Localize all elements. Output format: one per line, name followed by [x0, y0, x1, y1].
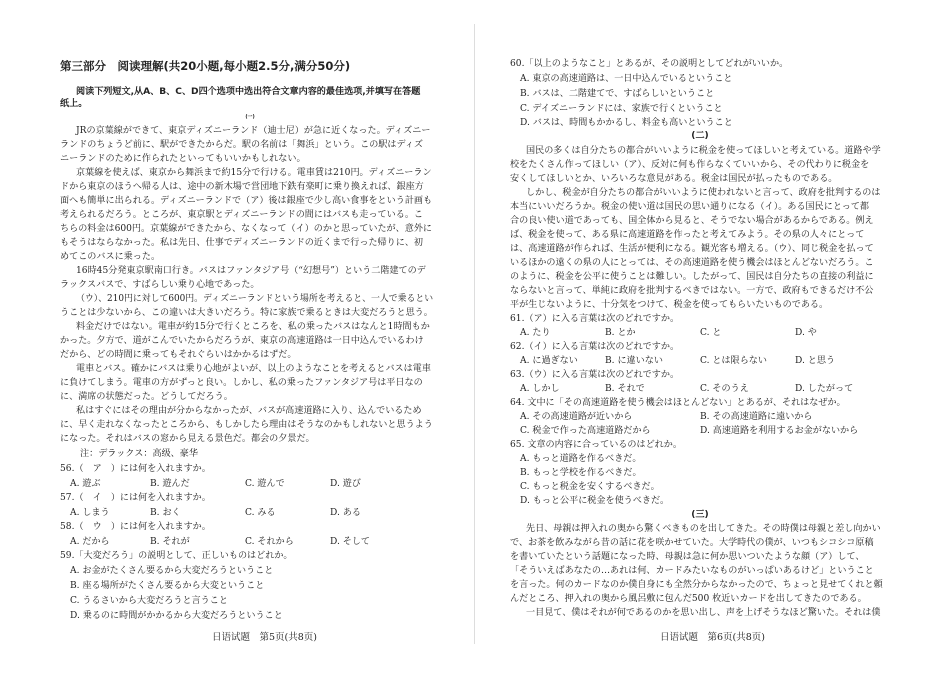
passage-line: 私はすぐにはその理由が分からなかったが、バスが高速道路に入り、込んでいるため — [76, 406, 422, 416]
answer-option[interactable]: C. もっと税金を安くするべきだ。 — [520, 482, 660, 492]
answer-option[interactable]: C. それから — [245, 537, 294, 547]
passage-line: のように、税金を公平に使うことは難しい。したがって、国民は自分たちの直接の利益に — [510, 272, 874, 282]
passage-line: んだところ、押入れの奥から風呂敷に包んだ500 枚近いカードを出してきたのである。 — [510, 594, 867, 604]
passage-line: を言った。何のカードなのか僕自身にも全然分からなかったので、ちょっと見せてくれと頼 — [510, 580, 883, 590]
passage-line: 先日、母親は押入れの奥から驚くべきものを出してきた。その時僕は母親と差し向かい — [526, 524, 881, 534]
page-footer: 日语试题 第6页(共8页) — [660, 632, 766, 643]
passage-line: に負けてしまう。電車の方がずっと良い。しかし、私の乗ったファンタジア号は平日なの — [60, 378, 423, 388]
passage-line: 考えられるだろう。ところが、東京駅とディズニーランドの間にはバスも走っている。こ — [60, 210, 424, 220]
answer-option[interactable]: D. したがって — [795, 384, 854, 394]
answer-option[interactable]: B. とか — [605, 328, 636, 338]
passage-line: （ウ）、210円に対して600円。ディズニーランドという場所を考えると、一人で乗るとい — [76, 294, 434, 304]
right-page — [475, 0, 950, 673]
question-stem: 64. 文中に「その高速道路を使う機会はほとんどない」とあるが、それはなぜか。 — [510, 398, 846, 408]
answer-option[interactable]: D. や — [795, 328, 817, 338]
passage-line: を書いていたという話題になった時、母親は急に何か思いついたような顔（ア）して、 — [510, 552, 865, 562]
passage-note: 注：デラックス：高级、豪华 — [80, 449, 198, 459]
passage-line: は、高速道路が作られば、生活が便利になる。観光客も増える。（ウ）、同じ税金を払って — [510, 244, 874, 254]
passage-line: もそうはならなかった。私は先日、仕事でディズニーランドの近くまで行った帰りに、初 — [60, 238, 424, 248]
passage-line: に、満席の状態だった。どうしてだろう。 — [60, 392, 233, 402]
passage-line: ラックスバスで、すばらしい乗り心地であった。 — [60, 280, 260, 290]
answer-option[interactable]: A. その高速道路が近いから — [520, 412, 633, 422]
passage-line: ば、税金を使って、ある県に高速道路を作ったと考えてみよう。その県の人々にとって — [510, 230, 865, 240]
answer-option[interactable]: A. お金がたくさん要るから大変だろうということ — [70, 566, 274, 576]
answer-option[interactable]: C. 遊んで — [245, 479, 285, 489]
passage-line: 一目見て、僕はそれが何であるのかを思い出し、声を上げそうなほど驚いた。それは僕 — [526, 608, 881, 618]
answer-option[interactable]: A. に過ぎない — [520, 356, 578, 366]
answer-option[interactable]: D. と思う — [795, 356, 836, 366]
answer-option[interactable]: B. それが — [150, 537, 190, 547]
passage-line: いるほかの遠くの県の人にとっては、その高速道路を使う機会はほとんどないだろう。こ — [510, 258, 874, 268]
question-stem: 65. 文章の内容に合っているのはどれか。 — [510, 440, 682, 450]
passage-line: 平が生じないように、十分気をつけて、税金を使ってもらいたいものである。 — [510, 300, 829, 310]
question-stem: 59.「大変だろう」の説明として、正しいものはどれか。 — [60, 551, 293, 561]
passage-line: に、早く走れなくなったところから、もしかしたら理由はそうなのかもしれないと思うよう — [60, 420, 433, 430]
answer-option[interactable]: B. に違いない — [605, 356, 663, 366]
question-stem: 56.（ ア ）には何を入れますか。 — [60, 464, 211, 474]
passage-line: 校をたくさん作ってほしい（ア）、反対に何も作らなくていいから、その代わりに税金を — [510, 160, 870, 170]
answer-option[interactable]: C. とは限らない — [700, 356, 767, 366]
passage-line: 「そういえばあなたの…あれは何、カードみたいなものがいっぱいあるけど」ということ — [510, 566, 874, 576]
instruction-line: 阅读下列短文,从A、B、C、D四个选项中选出符合文章内容的最佳选项,并填写在答题 — [76, 87, 421, 97]
passage-line: になった。それはバスの窓から見える景色だ。都会の夕景だ。 — [60, 434, 315, 444]
answer-option[interactable]: A. しかし — [520, 384, 560, 394]
answer-option[interactable]: C. デイズニーランドには、家族で行くということ — [520, 104, 723, 114]
answer-option[interactable]: A. 遊ぶ — [70, 479, 101, 489]
passage-line: 料金だけではない。電車が約15分で行くところを、私の乗ったバスはなんと1時間もか — [76, 322, 430, 332]
passage-line: 合の良い使い道であっても、国全体から見ると、そうでない場合があるからである。例え — [510, 216, 874, 226]
answer-option[interactable]: D. もっと公平に税金を使うべきだ。 — [520, 496, 670, 506]
answer-option[interactable]: C. 税金で作った高速道路だから — [520, 426, 651, 436]
answer-option[interactable]: D. ある — [330, 508, 361, 518]
passage-line: だから、どの時間に乗ってもそれぐらいはかかるはずだ。 — [60, 350, 297, 360]
passage-line: ニーランドのために作られたといってもいいかもしれない。 — [60, 154, 306, 164]
answer-option[interactable]: A. もっと道路を作るべきだ。 — [520, 454, 642, 464]
answer-option[interactable]: B. それで — [605, 384, 645, 394]
passage-line: ドから東京のほうへ帰る人は、途中の新木場で営団地下鉄有楽町に乗り換えれば、銀座方 — [60, 182, 424, 192]
answer-option[interactable]: D. バスは、時間もかかるし、料金も高いということ — [520, 118, 733, 128]
passage-line: 安くしてほしいとか、いろいろな意見がある。税金は国民が払ったものである。 — [510, 174, 838, 184]
answer-option[interactable]: D. そして — [330, 537, 371, 547]
passage-line: 電車とバス。確かにバスは乗り心地がよいが、以上のようなことを考えるとバスは電車 — [76, 364, 431, 374]
answer-option[interactable]: B. 座る場所がたくさん要るから大変ということ — [70, 581, 265, 591]
passage-line: かった。夕方で、道がこんでいたからだろうが、東京の高速道路は一日中込んでいるわけ — [60, 336, 424, 346]
passage-line: 京葉線を使えば、東京から舞浜まで約15分で行ける。電車賃は210円。ディズニーラン — [76, 168, 432, 178]
answer-option[interactable]: A. だから — [70, 537, 110, 547]
answer-option[interactable]: B. 遊んだ — [150, 479, 190, 489]
passage-line: しかし、税金が自分たちの都合がいいように使われないと言って、政府を批判するのは — [526, 188, 881, 198]
question-stem: 61.（ア）に入る言葉は次のどれですか。 — [510, 314, 680, 324]
passage-line: で、お茶を飲みながら昔の話に花を咲かせていた。大学時代の僕が、いつもシコシコ原稿 — [510, 538, 874, 548]
answer-option[interactable]: A. しまう — [70, 508, 110, 518]
answer-option[interactable]: C. そのうえ — [700, 384, 749, 394]
passage-line: めてこのバスに乗った。 — [60, 252, 161, 262]
passage-line: ちらの料金は600円。京葉線ができたから、なくなって（イ）のかと思っていたが、意外に — [60, 224, 433, 234]
answer-option[interactable]: B. バスは、二階建てで、すばらしいということ — [520, 89, 715, 99]
question-stem: 58.（ ウ ）には何を入れますか。 — [60, 522, 211, 532]
passage-line: 16時45分発東京駅南口行き。バスはファンタジア号（“幻想号”）という二階建てのデ — [76, 266, 426, 276]
answer-option[interactable]: A. たり — [520, 328, 551, 338]
passage-line: 面へも簡単に出られる。ディズニーランドで（ア）後は銀座で少し高い食事をという計画も — [60, 196, 433, 206]
passage-line: ならないと言って、単純に政府を批判するべきではない。一方で、政府もできるだけ不公 — [510, 286, 874, 296]
question-stem: 60.「以上のようなこと」とあるが、その説明としてどれがいいか。 — [510, 59, 789, 69]
page-footer: 日语试题 第5页(共8页) — [212, 632, 318, 643]
answer-option[interactable]: B. おく — [150, 508, 181, 518]
passage-title: (二) — [691, 131, 709, 141]
answer-option[interactable]: D. 高速道路を利用するお金がないから — [700, 426, 859, 436]
section-heading: 第三部分 阅读理解(共20小题,每小题2.5分,满分50分) — [60, 59, 351, 73]
question-stem: 63.（ウ）に入る言葉は次のどれですか。 — [510, 370, 680, 380]
passage-line: うことは少ないから、この違いは大きいだろう。特に家族で乗るときは大変だろうと思う。 — [60, 308, 433, 318]
passage-line: ランドのちょうど前に、駅ができたからだ。駅の名前は「舞浜」という。この駅はディズ — [60, 140, 424, 150]
answer-option[interactable]: D. 乗るのに時間がかかるから大変だろうということ — [70, 611, 283, 621]
answer-option[interactable]: C. と — [700, 328, 722, 338]
answer-option[interactable]: D. 遊び — [330, 479, 361, 489]
question-stem: 62.（イ）に入る言葉は次のどれですか。 — [510, 342, 680, 352]
passage-line: 本当にいいだろうか。税金の使い道は国民の思い通りになる（イ）。ある国民にとって都 — [510, 202, 870, 212]
question-stem: 57.（ イ ）には何を入れますか。 — [60, 493, 211, 503]
passage-line: 国民の多くは自分たちの都合がいいように税金を使ってほしいと考えている。道路や学 — [526, 146, 881, 156]
passage-line: JRの京葉線ができて、東京ディズニーランド（迪士尼）が急に近くなった。ディズニー — [76, 126, 431, 136]
answer-option[interactable]: B. もっと学校を作るべきだ。 — [520, 468, 642, 478]
passage-title: (一) — [245, 114, 255, 120]
answer-option[interactable]: A. 東京の高速道路は、一日中込んでいるということ — [520, 74, 733, 84]
instruction-line: 纸上。 — [60, 99, 88, 109]
passage-title: (三) — [691, 510, 709, 520]
answer-option[interactable]: C. みる — [245, 508, 276, 518]
answer-option[interactable]: C. うるさいから大変だろうと言うこと — [70, 596, 228, 606]
answer-option[interactable]: B. その高速道路に遠いから — [700, 412, 813, 422]
